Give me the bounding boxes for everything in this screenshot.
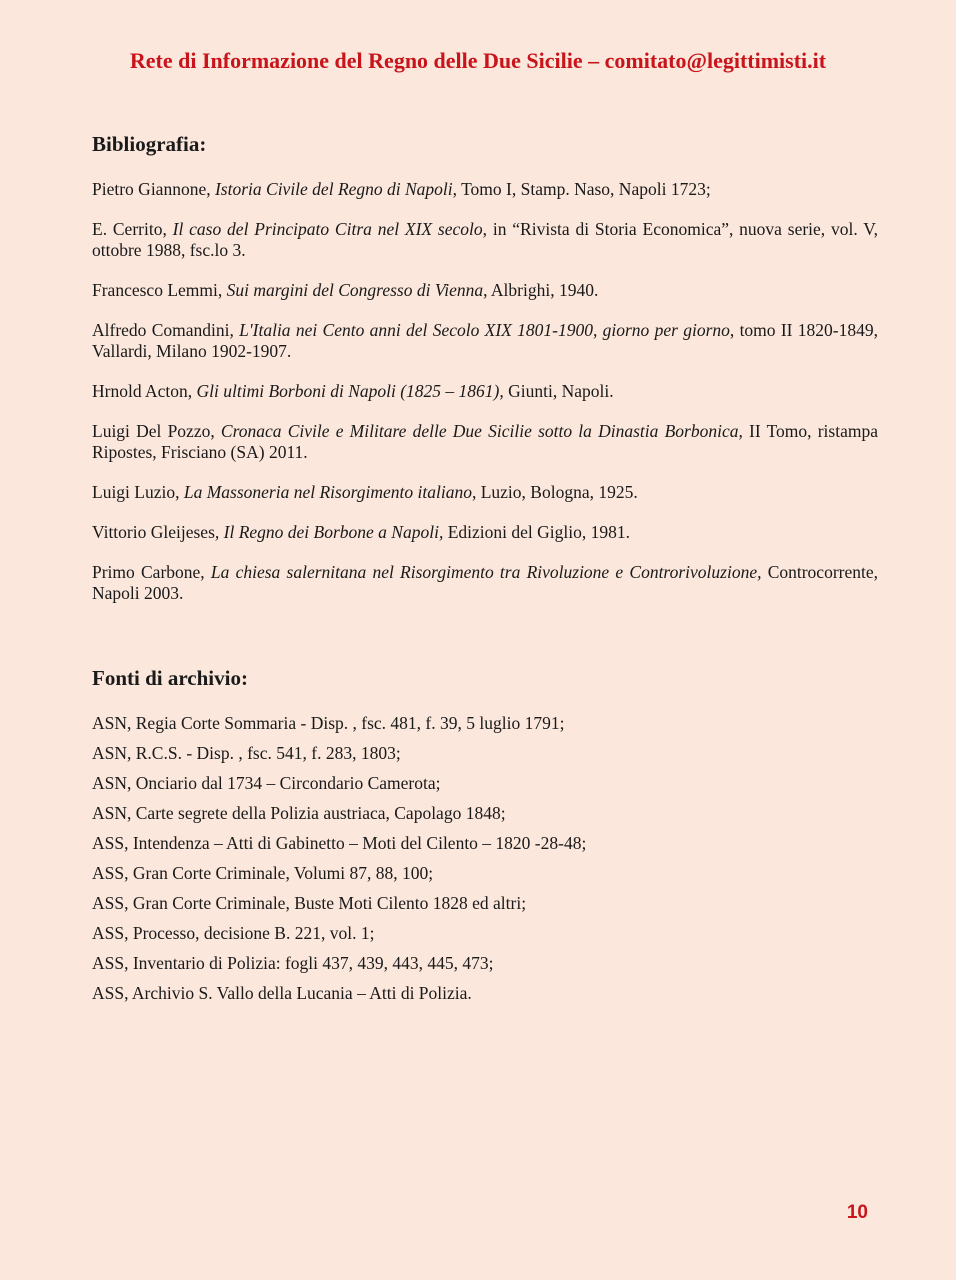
archive-entry: ASN, Regia Corte Sommaria - Disp. , fsc. 481, f. 39, 5 luglio 1791; (92, 713, 565, 733)
bibliography-entry (92, 381, 878, 402)
archive-entry: ASS, Archivio S. Vallo della Lucania – Atti di Polizia. (92, 983, 472, 1003)
bibliography-entry-text: , Tomo I, Stamp. Naso, Napoli 1723; (452, 179, 711, 199)
archive-entry: ASN, Carte segrete della Polizia austriaca, Capolago 1848; (92, 803, 506, 823)
archive-entry: ASS, Inventario di Polizia: fogli 437, 439, 443, 445, 473; (92, 953, 494, 973)
bibliography-entry-text: Vittorio Gleijeses (92, 522, 215, 542)
bibliography-entry-text: , tomo II 1820-1849, Vallardi, Milano 1902-1907. (92, 320, 878, 361)
bibliography-entry-title: La Massoneria nel Risorgimento italiano (183, 482, 472, 502)
bibliography-entry-title: Istoria Civile del Regno di Napoli (214, 179, 453, 199)
bibliography-entry-text: Hrnold Acton, (92, 381, 197, 401)
document-body (92, 132, 878, 1013)
page-number: 10 (846, 1202, 868, 1223)
bibliography-entry-text: Alfredo Comandini (92, 320, 230, 340)
page-header: Rete di Informazione del Regno delle Due Sicilie – comitato@legittimisti.it (129, 48, 827, 73)
bibliography-entry (92, 219, 878, 261)
bibliography-entry-text: II Tomo, ristampa Ripostes, Frisciano (SA) 2011. (92, 421, 878, 462)
bibliography-entry (92, 562, 878, 604)
bibliography-entry-text: Pietro Giannone, (92, 179, 215, 199)
bibliography-entry (92, 280, 878, 301)
bibliography-entry-text: E. Cerrito, (92, 219, 173, 239)
archive-entry: ASN, Onciario dal 1734 – Circondario Camerota; (92, 773, 441, 793)
bibliography-entry-title: Sui margini del Congresso di Vienna (226, 280, 484, 300)
bibliography-entry (92, 320, 878, 362)
bibliography-entry-text: Luigi Luzio, (92, 482, 184, 502)
bibliography-entry (92, 179, 878, 200)
bibliography-entry-text: Francesco Lemmi, (92, 280, 227, 300)
bibliography-entry (92, 482, 878, 503)
bibliography-entry-text: Edizioni del Giglio, 1981. (443, 522, 630, 542)
bibliography-entry-title: Il caso del Principato Citra nel XIX secolo (172, 219, 483, 239)
archive-entry: ASS, Gran Corte Criminale, Volumi 87, 88, 100; (92, 863, 434, 883)
bibliography-entry-title: Cronaca Civile e Militare delle Due Sicilie sotto la Dinastia Borbonica, (220, 421, 743, 441)
bibliography-entry (92, 421, 878, 463)
bibliography-entry-text: , Albrighi, 1940. (483, 280, 599, 300)
bibliography-entry (92, 522, 878, 543)
bibliography-entry-text: Luigi Del Pozzo, (92, 421, 221, 441)
archive-entry: ASN, R.C.S. - Disp. , fsc. 541, f. 283, 1803; (92, 743, 401, 763)
bibliography-entry-title: , L'Italia nei Cento anni del Secolo XIX 1801-1900, giorno per giorno (229, 320, 730, 340)
bibliography-entry-title: La chiesa salernitana nel Risorgimento tra Rivoluzione e Controrivoluzione, (210, 562, 762, 582)
bibliography-entry-title: , Il Regno dei Borbone a Napoli, (214, 522, 444, 542)
bibliography-entry-text: , Luzio, Bologna, 1925. (471, 482, 638, 502)
archive-entry: ASS, Gran Corte Criminale, Buste Moti Cilento 1828 ed altri; (92, 893, 527, 913)
bibliography-entry-text: Primo Carbone, (92, 562, 211, 582)
bibliography-entry-text: , in “Rivista di Storia Economica”, nuova serie, vol. V, ottobre 1988, fsc.lo 3. (92, 219, 878, 260)
bibliography-entry-text: Giunti, Napoli. (503, 381, 614, 401)
bibliography-entry-text: Controcorrente, Napoli 2003. (92, 562, 878, 603)
bibliography-heading: Bibliografia: (92, 132, 207, 156)
archive-entry: ASS, Intendenza – Atti di Gabinetto – Moti del Cilento – 1820 -28-48; (92, 833, 587, 853)
archive-sources-list (92, 713, 878, 1013)
archive-entry: ASS, Processo, decisione B. 221, vol. 1; (92, 923, 375, 943)
bibliography-list (92, 179, 878, 604)
archive-sources-heading: Fonti di archivio: (92, 666, 248, 690)
bibliography-entry-title: Gli ultimi Borboni di Napoli (1825 – 1861), (196, 381, 504, 401)
